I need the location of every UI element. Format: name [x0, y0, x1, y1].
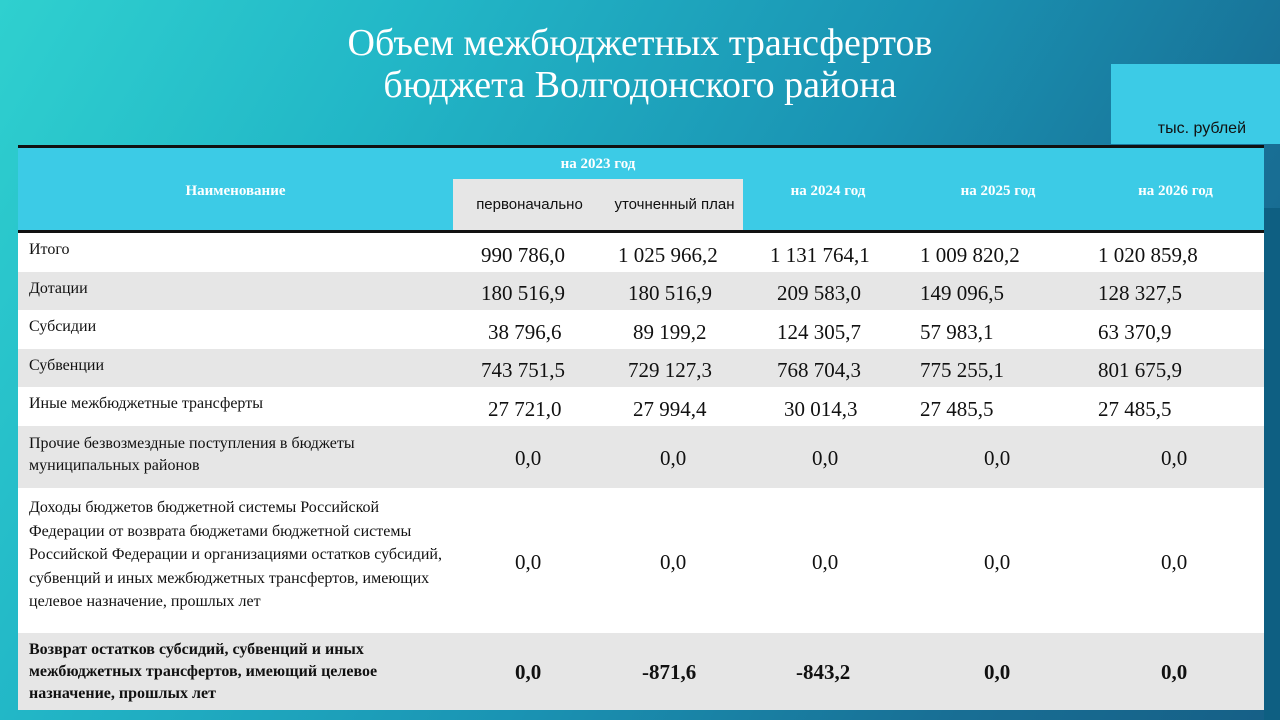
- row-name: Возврат остатков субсидий, субвенций и иных межбюджетных трансфертов, имеющий целевое назначение, прошлых лет: [29, 641, 378, 702]
- title-line-2: бюджета Волгодонского района: [383, 64, 897, 106]
- cell-value: 990 786,0: [481, 243, 565, 267]
- cell-value: 801 675,9: [1098, 358, 1182, 382]
- header-initial: первоначально: [453, 179, 606, 230]
- cell-value: 89 199,2: [633, 320, 707, 344]
- cell-value: 743 751,5: [481, 358, 565, 382]
- table-header: [18, 148, 1264, 233]
- cell-value: 0,0: [515, 446, 542, 470]
- page-title: [0, 22, 1280, 106]
- row-name: Прочие безвозмездные поступления в бюджеты муниципальных районов: [29, 435, 355, 474]
- table-row: [18, 310, 1264, 349]
- units-label: тыс. рублей: [1157, 120, 1246, 137]
- header-year-2026: на 2026 год: [1138, 183, 1213, 199]
- cell-value: 768 704,3: [777, 358, 861, 382]
- cell-value: 0,0: [660, 446, 687, 470]
- cell-value: 0,0: [1161, 550, 1188, 574]
- cell-value: 0,0: [984, 660, 1011, 684]
- cell-value: 0,0: [812, 550, 839, 574]
- table-row: [18, 633, 1264, 710]
- cell-value: 180 516,9: [481, 281, 565, 305]
- row-name: Доходы бюджетов бюджетной системы Российской Федерации от возврата бюджетами бюджетной системы Российской Федерации и организациями остатков субсидий, субвенций и иных межбюджетных трансфертов, имеющих целевое назначение, прошлых лет: [29, 499, 442, 610]
- cell-value: 729 127,3: [628, 358, 712, 382]
- cell-value: 0,0: [515, 660, 542, 684]
- row-name: Субвенции: [29, 357, 105, 374]
- cell-value: 30 014,3: [784, 397, 858, 421]
- cell-value: 1 020 859,8: [1098, 243, 1198, 267]
- cell-value: -871,6: [642, 660, 697, 684]
- cell-value: 209 583,0: [777, 281, 861, 305]
- cell-value: 124 305,7: [777, 320, 861, 344]
- decorative-strip: [1264, 208, 1280, 720]
- row-name: Иные межбюджетные трансферты: [29, 395, 263, 412]
- table-row: [18, 387, 1264, 426]
- cell-value: 775 255,1: [920, 358, 1004, 382]
- table-row: [18, 349, 1264, 387]
- row-name: Субсидии: [29, 318, 97, 335]
- header-year-2023: на 2023 год: [560, 156, 636, 172]
- cell-value: 149 096,5: [920, 281, 1004, 305]
- units-box: [1111, 64, 1280, 144]
- table-row: [18, 272, 1264, 310]
- cell-value: 0,0: [1161, 660, 1188, 684]
- cell-value: 27 485,5: [1098, 397, 1172, 421]
- cell-value: 63 370,9: [1098, 320, 1172, 344]
- cell-value: 27 994,4: [633, 397, 707, 421]
- header-name: Наименование: [185, 183, 286, 199]
- cell-value: 1 131 764,1: [770, 243, 870, 267]
- table-row: [18, 488, 1264, 633]
- cell-value: 0,0: [660, 550, 687, 574]
- cell-value: 0,0: [515, 550, 542, 574]
- transfers-table: [18, 145, 1264, 710]
- title-line-1: Объем межбюджетных трансфертов: [347, 22, 933, 64]
- cell-value: 128 327,5: [1098, 281, 1182, 305]
- cell-value: -843,2: [796, 660, 851, 684]
- cell-value: 27 721,0: [488, 397, 562, 421]
- cell-value: 27 485,5: [920, 397, 994, 421]
- cell-value: 1 009 820,2: [920, 243, 1020, 267]
- cell-value: 57 983,1: [920, 320, 994, 344]
- cell-value: 38 796,6: [488, 320, 562, 344]
- cell-value: 0,0: [984, 550, 1011, 574]
- table-row: [18, 426, 1264, 488]
- row-name: Дотации: [29, 280, 88, 297]
- cell-value: 0,0: [984, 446, 1011, 470]
- header-revised: уточненный план: [606, 179, 743, 230]
- row-name: Итого: [29, 241, 70, 258]
- header-year-2024: на 2024 год: [790, 183, 866, 199]
- cell-value: 180 516,9: [628, 281, 712, 305]
- table-row: [18, 233, 1264, 272]
- cell-value: 0,0: [1161, 446, 1188, 470]
- cell-value: 1 025 966,2: [618, 243, 718, 267]
- cell-value: 0,0: [812, 446, 839, 470]
- header-year-2025: на 2025 год: [960, 183, 1036, 199]
